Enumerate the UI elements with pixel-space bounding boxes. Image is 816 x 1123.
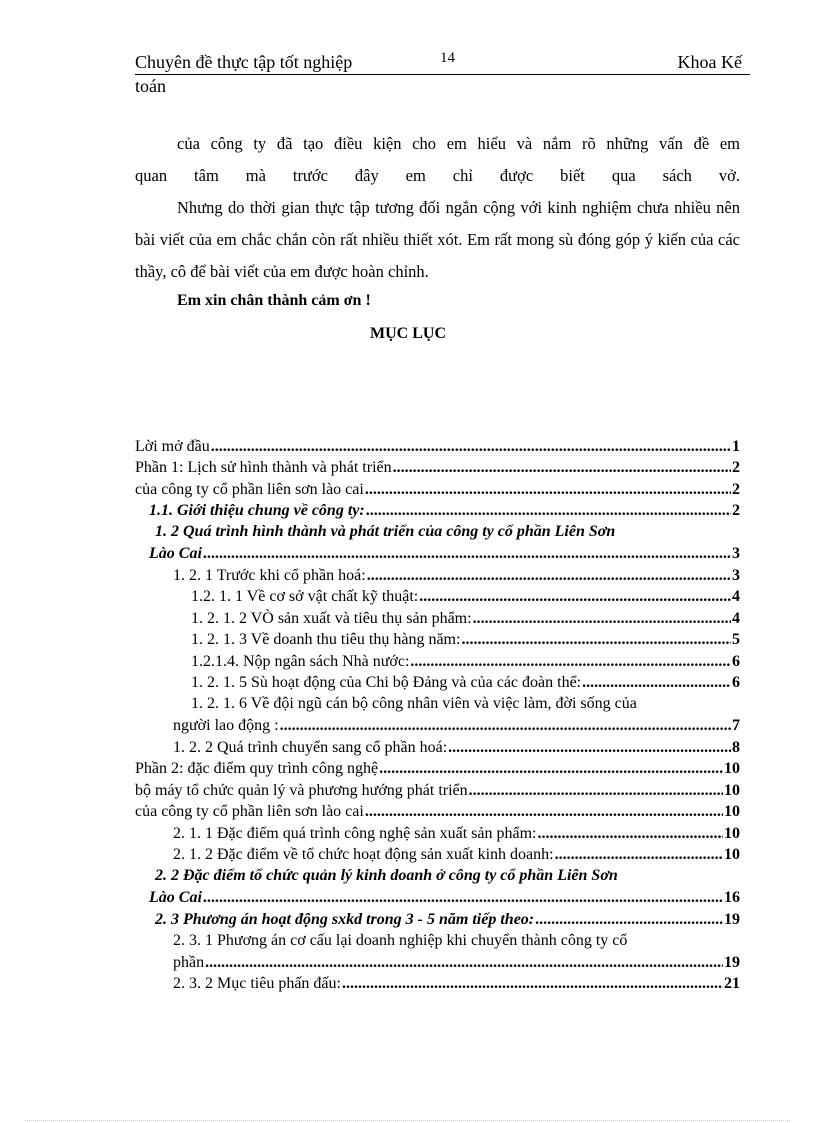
toc-leader	[205, 952, 723, 973]
toc-entry[interactable]	[135, 758, 740, 780]
toc-leader	[469, 780, 723, 801]
toc-page: 10	[724, 846, 740, 863]
toc-page: 4	[732, 588, 740, 605]
toc-entry-text: bộ máy tổ chức quản lý và phương hướng phát triển	[135, 781, 468, 799]
toc-entry[interactable]	[135, 478, 740, 500]
paragraph-line: quan tâm mà trước đây em chỉ được biết qua sách vở.	[135, 166, 740, 185]
toc-entry-text: Lào Cai	[149, 545, 202, 562]
toc-page: 6	[732, 652, 740, 670]
toc-page: 10	[724, 803, 740, 820]
toc-page: 3	[732, 545, 740, 562]
header-continuation: toán	[135, 76, 166, 96]
toc-leader	[366, 500, 731, 521]
toc-entry[interactable]	[135, 543, 740, 565]
toc-leader	[555, 844, 723, 865]
paragraph-line: của công ty đã tạo điều kiện cho em hiểu và nắm rõ những vấn đề em	[177, 134, 740, 153]
toc-entry-text: 2. 3 Phương án hoạt động sxkd trong 3 - 5 năm tiếp theo:	[155, 910, 535, 928]
toc-entry[interactable]	[135, 715, 740, 737]
toc-entry-text: 1. 2. 1. 2 VÒ sản xuất và tiêu thụ sản phẩm:	[191, 609, 472, 627]
toc-entry-text: phần	[173, 953, 205, 971]
toc-entry[interactable]	[135, 951, 740, 973]
toc-leader	[365, 801, 723, 822]
toc-page: 2	[732, 480, 740, 498]
toc-entry-text: 2. 1. 1 Đặc điểm quá trình công nghệ sản xuất sản phẩm:	[173, 824, 537, 842]
toc-entry[interactable]	[135, 736, 740, 758]
toc-entry-text: 1.1. Giới thiệu chung về công ty:	[149, 502, 365, 519]
toc-entry-text: Lời mở đầu	[135, 437, 210, 455]
toc-entry-text: 1.2. 1. 1 Về cơ sở vật chất kỹ thuật:	[191, 588, 419, 605]
toc-entry[interactable]	[135, 801, 740, 823]
toc-leader	[582, 672, 731, 693]
toc-leader	[419, 586, 731, 607]
paragraph-apology: Nhưng do thời gian thực tập tương đối ngắn cộng với kinh nghiệm chưa nhiều nên bài viết của em chắc chắn còn rất nhiều thiết xót. Em rất mong sù đóng góp ý kiến của các thầy, cô để bài viết của em được hoàn chỉnh.	[135, 198, 740, 281]
toc-entry[interactable]	[135, 500, 740, 522]
toc-entry-line1[interactable]: 1. 2 Quá trình hình thành và phát triển của công ty cổ phần Liên Sơn	[155, 523, 616, 540]
toc-entry[interactable]	[135, 844, 740, 866]
toc-entry-text: 1. 2. 1. 3 Về doanh thu tiêu thụ hàng năm:	[191, 631, 461, 648]
toc-entry[interactable]	[135, 908, 740, 930]
toc-entry-text: 2. 3. 2 Mục tiêu phấn đấu:	[173, 975, 341, 992]
toc-entry[interactable]	[135, 586, 740, 608]
toc-entry-line1[interactable]: 1. 2. 1. 6 Về đội ngũ cán bộ công nhân viên và việc làm, đời sống của	[191, 695, 637, 712]
toc-entry-text: Phần 1: Lịch sử hình thành và phát triển	[135, 459, 392, 476]
toc-title: MỤC LỤC	[370, 325, 446, 342]
toc-page: 4	[732, 609, 740, 627]
toc-entry-text: người lao động :	[173, 717, 279, 734]
toc-leader	[367, 565, 731, 586]
page-bottom-divider	[25, 1120, 790, 1121]
toc-leader	[203, 887, 723, 908]
toc-leader	[410, 651, 731, 672]
toc-leader	[379, 758, 723, 779]
toc-entry[interactable]	[135, 435, 740, 457]
toc-entry-text: Lào Cai	[149, 889, 202, 906]
toc-leader	[342, 973, 723, 994]
toc-entry-line1[interactable]: 2. 2 Đặc điểm tổ chức quản lý kinh doanh ở công ty cổ phần Liên Sơn	[155, 867, 618, 884]
page-header	[135, 50, 750, 75]
toc-page: 3	[732, 566, 740, 584]
toc-page: 1	[732, 437, 740, 455]
toc-leader	[461, 629, 731, 650]
toc-leader	[537, 823, 723, 844]
toc-leader	[393, 457, 731, 478]
toc-page: 10	[724, 760, 740, 777]
toc-leader	[448, 737, 731, 758]
header-title: Chuyên đề thực tập tốt nghiệp	[135, 52, 353, 72]
toc-entry-line1[interactable]: 2. 3. 1 Phương án cơ cấu lại doanh nghiệp khi chuyển thành công ty cổ	[173, 931, 628, 949]
toc-leader	[203, 543, 731, 564]
page-number: 14	[440, 50, 455, 66]
toc-page: 10	[724, 824, 740, 842]
toc-page: 19	[724, 953, 740, 971]
toc-leader	[473, 608, 731, 629]
toc-entry[interactable]	[135, 607, 740, 629]
table-of-contents	[135, 435, 740, 994]
toc-leader	[280, 715, 731, 736]
toc-entry-text: 2. 1. 2 Đặc điểm về tổ chức hoạt động sản xuất kinh doanh:	[173, 846, 554, 863]
toc-page: 2	[732, 459, 740, 476]
header-department: Khoa Kế	[677, 52, 742, 72]
toc-page: 5	[732, 631, 740, 648]
toc-page: 16	[724, 889, 740, 906]
toc-entry-text: 1. 2. 1. 5 Sù hoạt động của Chi bộ Đảng và của các đoàn thể:	[191, 674, 582, 691]
toc-page: 21	[724, 975, 740, 992]
toc-entry[interactable]	[135, 779, 740, 801]
toc-entry[interactable]	[135, 887, 740, 909]
toc-leader	[211, 436, 731, 457]
toc-entry-text: Phần 2: đặc điểm quy trình công nghệ	[135, 760, 379, 777]
toc-entry[interactable]	[135, 650, 740, 672]
toc-entry-text: 1.2.1.4. Nộp ngân sách Nhà nước:	[191, 652, 410, 670]
toc-leader	[365, 479, 731, 500]
toc-page: 7	[732, 717, 740, 734]
paragraph-acknowledgement	[135, 128, 740, 160]
toc-entry-text: 1. 2. 1 Trước khi cổ phần hoá:	[173, 566, 366, 584]
toc-page: 2	[732, 502, 740, 519]
toc-page: 10	[724, 781, 740, 799]
toc-entry[interactable]	[135, 973, 740, 995]
toc-page: 8	[732, 738, 740, 756]
toc-page: 19	[724, 910, 740, 928]
toc-entry[interactable]	[135, 457, 740, 479]
toc-leader	[535, 909, 723, 930]
toc-entry[interactable]	[135, 822, 740, 844]
toc-entry[interactable]	[135, 564, 740, 586]
toc-entry[interactable]	[135, 672, 740, 694]
toc-page: 6	[732, 674, 740, 691]
toc-entry-text: của công ty cổ phần liên sơn lào cai	[135, 803, 364, 820]
thanks-line: Em xin chân thành cảm ơn !	[177, 292, 371, 309]
toc-entry-text: 1. 2. 2 Quá trình chuyển sang cổ phần hoá:	[173, 738, 448, 756]
toc-entry[interactable]	[135, 629, 740, 651]
toc-entry-text: của công ty cổ phần liên sơn lào cai	[135, 480, 364, 498]
